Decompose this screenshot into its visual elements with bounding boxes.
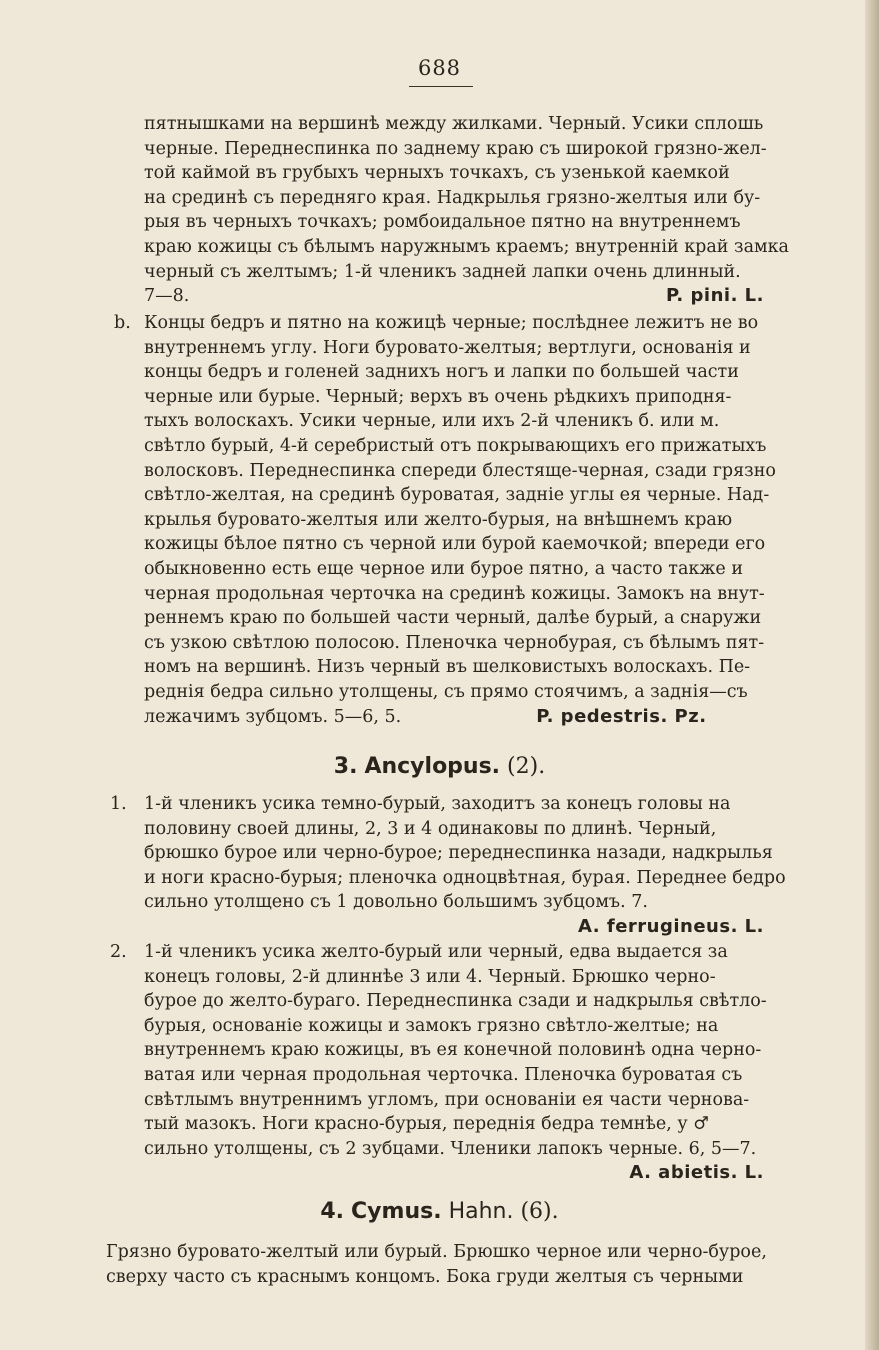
genus-name: Ancylopus. [364,754,501,779]
text-line: половину своей длины, 2, 3 и 4 одинаковы по длинѣ. Черный, [144,818,717,839]
text-line: на срединѣ съ передняго края. Надкрылья грязно-желтыя или бу- [144,187,761,208]
species-name: P. pedestris. Pz. [536,705,707,727]
text-line: бурыя, основаніе кожицы и замокъ грязно свѣтло-желтые; на [144,1015,719,1036]
item-marker: 2. [110,942,127,962]
text-line: брюшко бурое или черно-бурое; переднеспинка назади, надкрылья [144,843,773,864]
text-line: 1-й членикъ усика темно-бурый, заходитъ за конецъ головы на [144,794,731,814]
text-line: сильно утолщено съ 1 довольно большимъ зубцомъ. 7. [144,892,648,913]
text-line: черные. Переднеспинка по заднему краю съ широкой грязно-жел- [144,138,767,159]
text-line: той каймой въ грубыхъ черныхъ точкахъ, съ узенькой каемкой [144,163,730,184]
text-line: внутреннемъ краю кожицы, въ ея конечной половинѣ одна черно- [144,1040,762,1061]
paragraph-abietis [144,940,794,1186]
species-name: A. abietis. L. [629,1162,764,1184]
species-count: (6). [520,1199,559,1224]
species-name: A. ferrugineus. L. [578,915,764,937]
text-line: черная продольная черточка на срединѣ кожицы. Замокъ на внут- [144,583,765,604]
text-line: реннемъ краю по большей части черный, далѣе бурый, а снаружи [144,608,762,629]
text-line: черный съ желтымъ; 1-й членикъ задней лапки очень длинный. [144,261,741,282]
paragraph-pini [144,112,794,309]
paragraph-pedestris [144,311,794,729]
text-line: свѣтло-желтая, на срединѣ буроватая, задніе углы ея черные. Над- [144,485,770,506]
text-line: ватая или черная продольная черточка. Пленочка буроватая съ [144,1064,743,1085]
text-line: Концы бедръ и пятно на кожицѣ черные; послѣднее лежитъ не во [144,313,759,333]
text-line: рыя въ черныхъ точкахъ; ромбоидальное пятно на внутреннемъ [144,212,741,233]
text-line: и ноги красно-бурыя; пленочка одноцвѣтная, бурая. Переднее бедро [144,867,786,888]
text-line: краю кожицы съ бѣлымъ наружнымъ краемъ; внутренній край замка [144,236,789,257]
genus-author: Hahn. [448,1199,514,1224]
text-line: сверху часто съ краснымъ концомъ. Бока груди желтыя съ черными [106,1266,744,1287]
species-name: P. pini. L. [666,285,764,307]
size-range: 7—8. [144,286,190,307]
genus-heading-ancylopus: 3. Ancylopus. (2). [333,754,546,779]
text-line: свѣтло бурый, 4-й серебристый отъ покрывающихъ его прижатыхъ [144,435,767,456]
text-line: обыкновенно есть еще черное или бурое пятно, а часто также и [144,558,744,579]
text-line: концы бедръ и голеней заднихъ ногъ и лапки по большей части [144,362,739,383]
text-line: бурое до желто-бураго. Переднеспинка сзади и надкрылья свѣтло- [144,991,767,1012]
text-line [144,1161,794,1186]
text-line: лежачимъ зубцомъ. 5—6, 5. P. pedestris. Pz. [144,705,794,730]
text-line: внутреннемъ углу. Ноги буровато-желтыя; вертлуги, основанія и [144,337,751,358]
text-line [144,284,794,309]
text-line: реднія бедра сильно утолщены, съ прямо стоячимъ, а заднія—съ [144,681,748,702]
page-number: 688 [417,56,462,80]
species-count: (2). [507,754,546,779]
paragraph-cymus [106,1240,794,1289]
page-number-rule [409,86,473,87]
text-line [144,915,794,940]
item-marker: 1. [110,794,127,814]
text-line: 1-й членикъ усика желто-бурый или черный, едва выдается за [144,942,728,962]
text-line: свѣтлымъ внутреннимъ угломъ, при основаніи ея части чернова- [144,1089,750,1110]
paragraph-ferrugineus [144,792,794,940]
genus-name: Cymus. [351,1199,442,1224]
text-line: крылья буровато-желтыя или желто-бурыя, на внѣшнемъ краю [144,509,733,530]
text-line: Грязно буровато-желтый или бурый. Брюшко черное или черно-бурое, [106,1242,767,1262]
text-line: пятнышками на вершинѣ между жилками. Черный. Усики сплошь [144,114,764,134]
text-line: съ узкою свѣтлою полосою. Пленочка чернобурая, съ бѣлымъ пят- [144,632,765,653]
genus-heading-cymus: 4. Cymus. Hahn. (6). [320,1199,559,1224]
text-line: волосковъ. Переднеспинка спереди блестяще-черная, сзади грязно [144,460,776,481]
text-line: конецъ головы, 2-й длиннѣе 3 или 4. Черный. Брюшко черно- [144,966,716,987]
text-line: сильно утолщены, съ 2 зубцами. Членики лапокъ черные. 6, 5—7. [144,1138,757,1159]
text-line: кожицы бѣлое пятно съ черной или бурой каемочкой; впереди его [144,534,766,555]
text-line: номъ на вершинѣ. Низъ черный въ шелковистыхъ волоскахъ. Пе- [144,657,751,678]
text-line: тыхъ волоскахъ. Усики черные, или ихъ 2-й членикъ б. или м. [144,411,720,432]
text-line: черные или бурые. Черный; верхъ въ очень рѣдкихъ приподня- [144,386,732,407]
item-marker: b. [114,313,131,333]
page-edge-shadow [865,0,879,1350]
text-line: тый мазокъ. Ноги красно-бурыя, переднія бедра темнѣе, у ♂ [144,1114,709,1135]
